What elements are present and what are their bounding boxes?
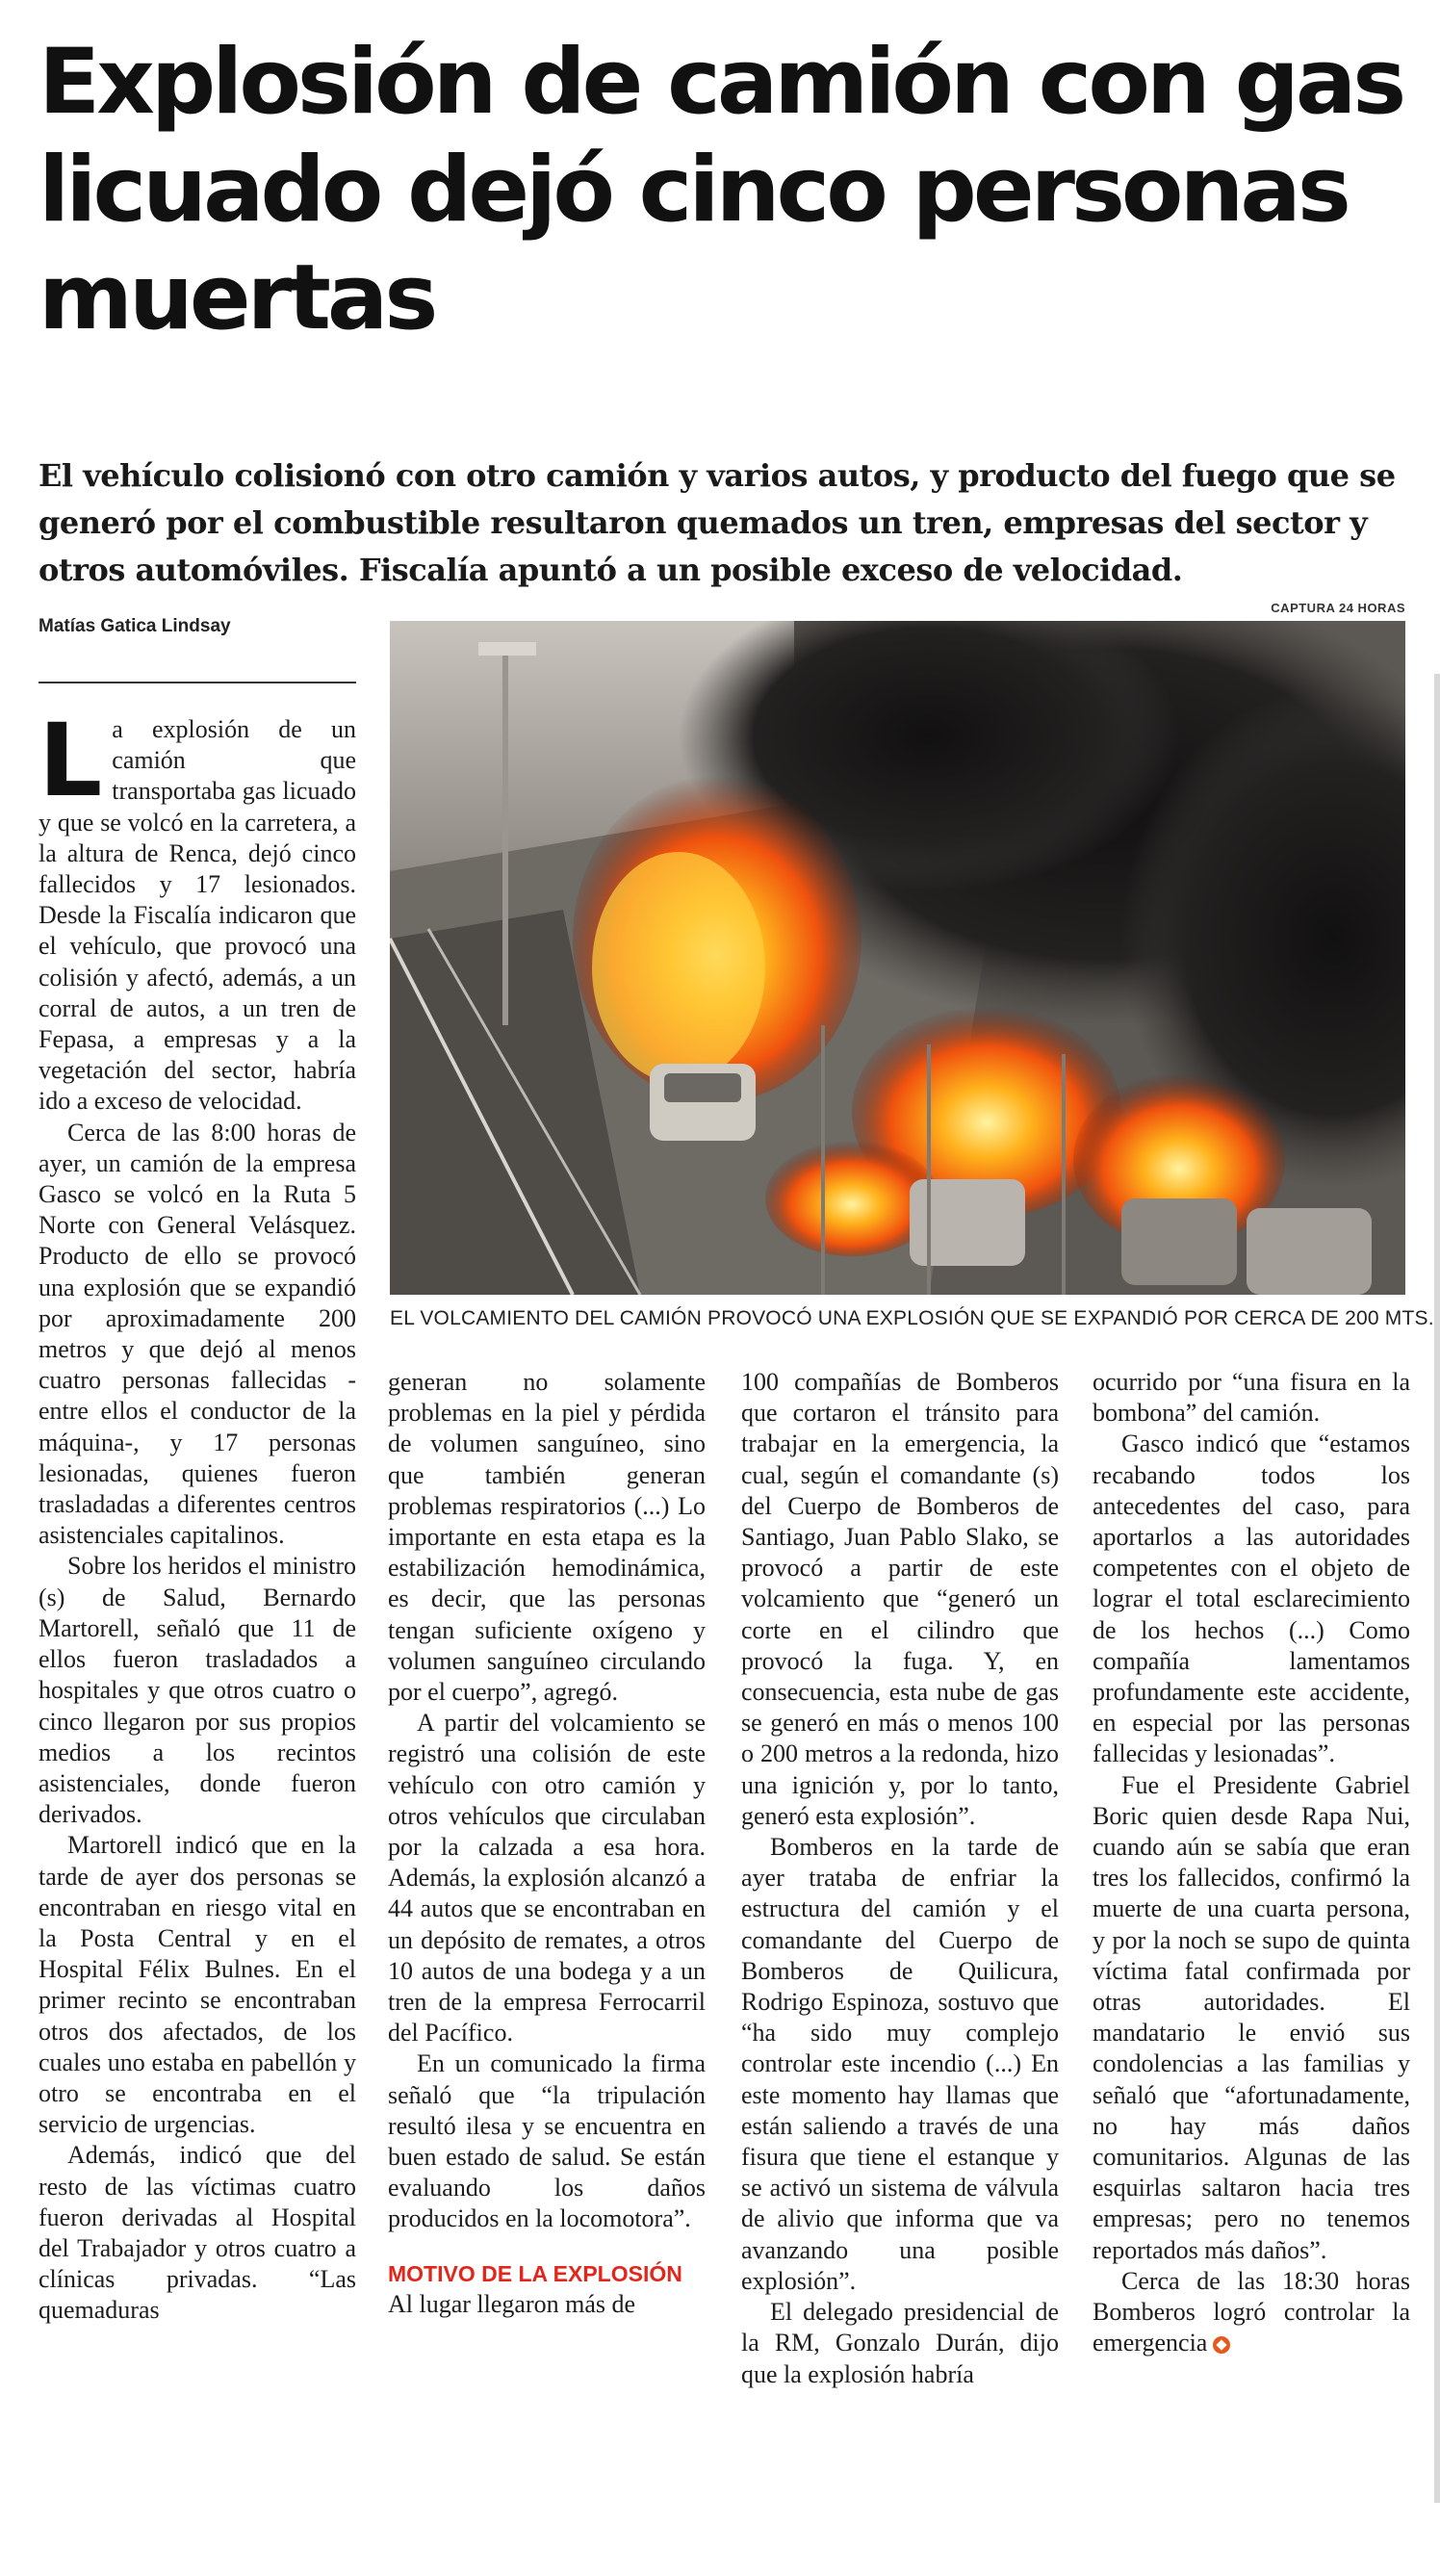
paragraph: Cerca de las 8:00 horas de ayer, un camión de la empresa Gasco se volcó en la Ruta 5 Norte con General Velásquez. Producto de ello se provocó una explosión que se expandió por aproximadamente 200 metros y que dejó al menos cuatro personas fallecidas -entre ellos el conductor de la máquina-, y 17 personas lesionadas, quienes fueron trasladadas a diferentes centros asistenciales capitalinos. [39,1118,356,1550]
byline: Matías Gatica Lindsay [39,616,231,636]
paragraph: En un comunicado la firma señaló que “la tripulación resultó ilesa y se encuentra en buen estado de salud. Se están evaluando los daños producidos en la locomotora”. [388,2049,706,2233]
photo-caption: EL VOLCAMIENTO DEL CAMIÓN PROVOCÓ UNA EXPLOSIÓN QUE SE EXPANDIÓ POR CERCA DE 200 MTS. [390,1307,1434,1329]
end-of-article-icon [1213,2336,1230,2354]
explosion-photo [390,621,1405,1295]
paragraph: La explosión de un camión que transportaba gas licuado y que se volcó en la carretera, a la altura de Renca, dejó cinco fallecidos y 17 lesionados. Desde la Fiscalía indicaron que el vehículo, que provocó una colisión y afectó, además, a un corral de autos, a un tren de Fepasa, a empresas y a la vegetación del sector, habría ido a exceso de velocidad. [39,702,356,1116]
byline-divider [39,682,356,683]
paragraph: Además, indicó que del resto de las víctimas cuatro fueron derivadas al Hospital del Trabajador y otros cuatro a clínicas privadas. “Las quemaduras [39,2141,356,2325]
explosion-photo-illustration [390,621,1405,1295]
page-edge-shadow [1434,674,1440,2503]
paragraph: Bomberos en la tarde de ayer trataba de enfriar la estructura del camión y el comandante del Cuerpo de Bomberos de Quilicura, Rodrigo Espinoza, sostuvo que “ha sido muy complejo controlar este incendio (...) En este momento hay llamas que están saliendo a través de una fisura que tiene el estanque y se activó un sistema de válvula de alivio que informa que va avanzando una posible explosión”. [741,1833,1059,2295]
article-column-1 [39,702,356,2327]
paragraph: Cerca de las 18:30 horas Bomberos logró controlar la emergencia [1093,2266,1410,2357]
paragraph: A partir del volcamiento se registró una colisión de este vehículo con otro camión y otros vehículos que circulaban por la calzada a esa hora. Además, la explosión alcanzó a 44 autos que se encontraban en un depósito de remates, a otros 10 autos de una bodega y a un tren de la empresa Ferrocarril del Pacífico. [388,1709,706,2048]
article-column-3 [741,1367,1059,2390]
photo-credit: CAPTURA 24 HORAS [1271,601,1405,615]
paragraph: generan no solamente problemas en la piel y pérdida de volumen sanguíneo, sino que también generan problemas respiratorios (...) Lo importante en esta etapa es la estabilización hemodinámica, es decir, que las personas tengan suficiente oxígeno y volumen sanguíneo circulando por el cuerpo”, agregó. [388,1368,706,1707]
headline: Explosión de camión con gas licuado dejó cinco personas muertas [39,30,1403,350]
paragraph: El delegado presidencial de la RM, Gonzalo Durán, dijo que la explosión habría [741,2298,1059,2388]
paragraph: Fue el Presidente Gabriel Boric quien desde Rapa Nui, cuando aún se sabía que eran tres los fallecidos, confirmó la muerte de una cuarta persona, y por la noch se supo de quinta víctima fatal confirmada por otras autoridades. El mandatario le envió sus condolencias a las familias y señaló que “afortunadamente, no hay más daños comunitarios. Algunas de las esquirlas saltaron hacia tres empresas; pero no tenemos reportados más daños”. [1093,1770,1410,2264]
deck-subtitle: El vehículo colisionó con otro camión y varios autos, y producto del fuego que se generó por el combustible resultaron quemados un tren, empresas del sector y otros automóviles. Fiscalía apuntó a un posible exceso de velocidad. [39,457,1396,588]
drop-cap: L [39,702,103,819]
section-subhead: MOTIVO DE LA EXPLOSIÓN [388,2260,682,2286]
paragraph: 100 compañías de Bomberos que cortaron el tránsito para trabajar en la emergencia, la cual, según el comandante (s) del Cuerpo de Bomberos de Santiago, Juan Pablo Slako, se provocó a partir de este volcamiento que “generó un corte en el cilindro que provocó la fuga. Y, en consecuencia, esta nube de gas se generó en más o menos 100 o 200 metros a la redonda, hizo una ignición y, por lo tanto, generó esta explosión”. [741,1368,1059,1830]
paragraph: Gasco indicó que “estamos recabando todos los antecedentes del caso, para aportarlos a las autoridades competentes con el objeto de lograr el total esclarecimiento de los hechos (...) Como compañía lamentamos profundamente este accidente, en especial por las personas fallecidas y lesionadas”. [1093,1430,1410,1768]
paragraph: Sobre los heridos el ministro (s) de Salud, Bernardo Martorell, señaló que 11 de ellos fueron trasladados a hospitales y que otros cuatro o cinco llegaron por sus propios medios a los recintos asistenciales, donde fueron derivados. [39,1552,356,1829]
paragraph: Martorell indicó que en la tarde de ayer dos personas se encontraban en riesgo vital en la Posta Central y en el Hospital Félix Bulnes. En el primer recinto se encontraban otros dos afectados, de los cuales uno estaba en pabellón y otro se encontraba en el servicio de urgencias. [39,1831,356,2139]
paragraph: ocurrido por “una fisura en la bombona” del camión. [1093,1368,1410,1428]
article-column-4 [1093,1367,1410,2359]
article-column-2 [388,1367,706,2320]
paragraph: Al lugar llegaron más de [388,2289,636,2318]
